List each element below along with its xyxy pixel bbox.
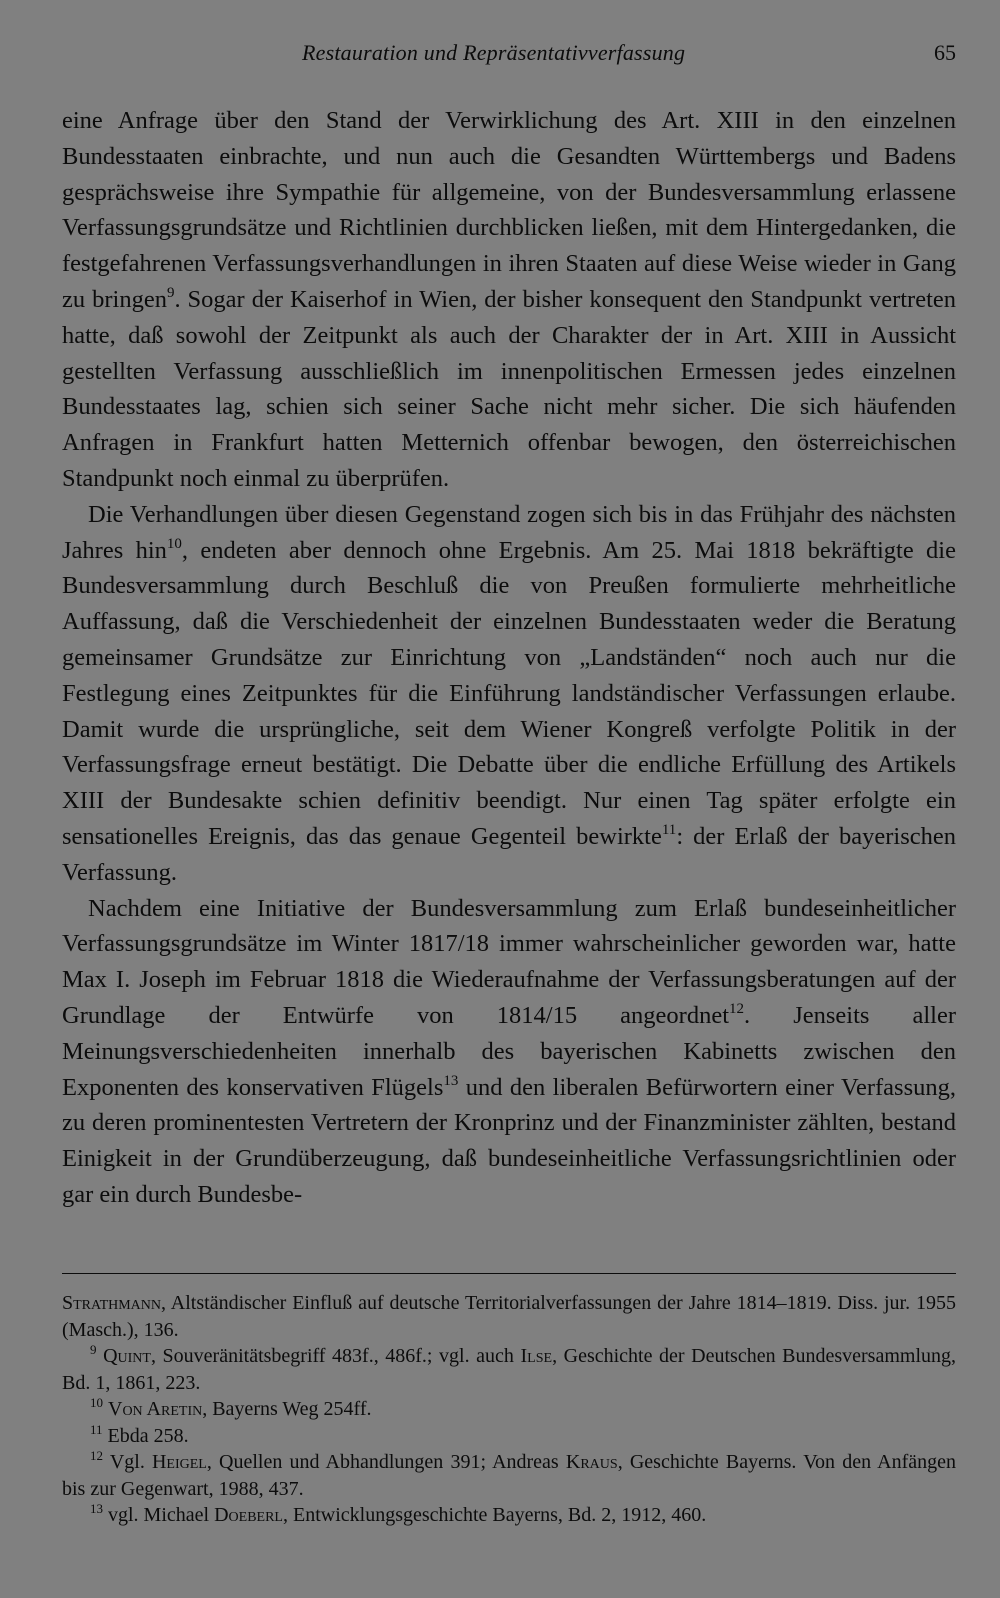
footnote-ref-10: 10 xyxy=(166,535,182,552)
paragraph-2: Die Verhandlungen über diesen Gegenstand zogen sich bis in das Frühjahr des nächsten Jahres hin$^{10}$, endeten aber dennoch ohne Ergebnis. Am 25. Mai 1818 bekräftigte die Bundesversammlung durch Beschluß die von Preußen formulierte mehrheitliche Auffassung, daß die Verschiedenheit der einzelnen Bundesstaaten weder die Beratung gemeinsamer Grundsätze zur Einrichtung von „Landständen“ noch auch nur die Festlegung eines Zeitpunktes für die Einführung landständischer Verfassungen erlaube. Damit wurde die ursprüngliche, seit dem Wiener Kongreß verfolgte Politik in der Verfassungsfrage erneut bestätigt. Die Debatte über die endliche Erfüllung des Artikels XIII der Bundesakte schien definitiv beendigt. Nur einen Tag später erfolgte ein sensationelles Ereignis, das das genaue Gegenteil bewirkte$^{11}$: der Erlaß der bayerischen Verfassung. xyxy=(62,500,956,886)
body-text xyxy=(62,103,956,1213)
header-title: Restauration und Repräsentativverfassung xyxy=(302,40,686,65)
footnote-10: $^{10}$ Von Aretin, Bayerns Weg 254ff. xyxy=(90,1395,372,1420)
footnote-12: $^{12}$ Vgl. Heigel, Quellen und Abhandlungen 391; Andreas Kraus, Geschichte Bayerns. Von den Anfängen bis zur Gegenwart, 1988, 437. xyxy=(62,1448,957,1500)
footnote-8-continued: Strathmann, Altständischer Einfluß auf deutsche Territorialverfassungen der Jahre 1814–1819. Diss. jur. 1955 (Masch.), 136. xyxy=(62,1292,956,1341)
footnote-ref-11: 11 xyxy=(661,821,677,838)
paragraph-3: Nachdem eine Initiative der Bundesversammlung zum Erlaß bundeseinheitlicher Verfassungsgrundsätze im Winter 1817/18 immer wahrscheinlicher geworden war, hatte Max I. Joseph im Februar 1818 die Wiederaufnahme der Verfassungsberatungen auf der Grundlage der Entwürfe von 1814/15 angeordnet$^{12}$. Jenseits aller Meinungsverschiedenheiten innerhalb des bayerischen Kabinetts zwischen den Exponenten des konservativen Flügels$^{13}$ und den liberalen Befürwortern einer Verfassung, zu deren prominentesten Vertretern der Kronprinz und der Finanzminister zählten, bestand Einigkeit in der Grundüberzeugung, daß bundeseinheitliche Verfassungsrichtlinien oder gar ein durch Bundesbe- xyxy=(62,894,956,1208)
footnote-ref-12: 12 xyxy=(729,1000,745,1017)
book-page xyxy=(62,0,956,1598)
footnote-9: $^9$ Quint, Souveränitätsbegriff 483f., 486f.; vgl. auch Ilse, Geschichte der Deutschen Bundesversammlung, Bd. 1, 1861, 223. xyxy=(62,1342,957,1394)
footnote-11: $^{11}$ Ebda 258. xyxy=(90,1421,189,1447)
footnote-13: $^{13}$ vgl. Michael Doeberl, Entwicklungsgeschichte Bayerns, Bd. 2, 1912, 460. xyxy=(90,1501,707,1526)
footnote-ref-9: 9 xyxy=(166,284,175,301)
footnotes xyxy=(62,1290,956,1529)
footnote-separator xyxy=(62,1273,956,1274)
running-header xyxy=(62,40,956,70)
footnote-ref-13: 13 xyxy=(443,1072,459,1089)
paragraph-1: eine Anfrage über den Stand der Verwirklichung des Art. XIII in den einzelnen Bundesstaaten einbrachte, und nun auch die Gesandten Württembergs und Badens gesprächsweise ihre Sympathie für allgemeine, von der Bundesversammlung erlassene Verfassungsgrundsätze und Richtlinien durchblicken ließen, mit dem Hintergedanken, die festgefahrenen Verfassungsverhandlungen in ihren Staaten auf diese Weise wieder in Gang zu bringen$^9$. Sogar der Kaiserhof in Wien, der bisher konsequent den Standpunkt vertreten hatte, daß sowohl der Zeitpunkt als auch der Charakter der in Art. XIII in Aussicht gestellten Verfassung ausschließlich im innenpolitischen Ermessen jedes einzelnen Bundesstaates lag, schien sich seiner Sache nicht mehr sicher. Die sich häufenden Anfragen in Frankfurt hatten Metternich offenbar bewogen, den österreichischen Standpunkt noch einmal zu überprüfen. xyxy=(62,107,956,492)
page-number: 65 xyxy=(934,40,956,65)
